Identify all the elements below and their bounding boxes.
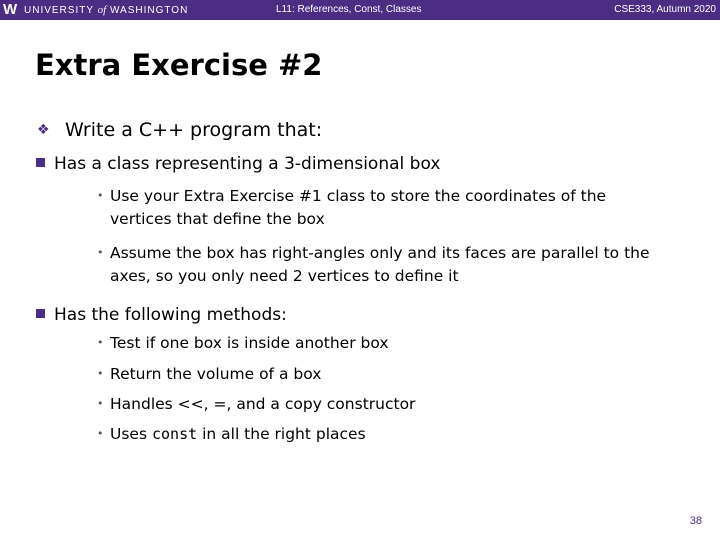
square-bullet-icon <box>36 158 45 167</box>
dot-bullet-icon: • <box>97 246 104 259</box>
course-name: CSE333, Autumn 2020 <box>614 4 716 15</box>
main-bullet-text: Write a C++ program that: <box>65 119 323 141</box>
list-item-line: axes, so you only need 2 vertices to define it <box>110 267 459 285</box>
dot-bullet-icon: • <box>97 427 104 440</box>
list-item-line: Handles <<, =, and a copy constructor <box>110 395 416 413</box>
lecture-title: L11: References, Const, Classes <box>276 4 422 15</box>
header-bar <box>0 0 720 20</box>
slide-title: Extra Exercise #2 <box>35 48 323 82</box>
dot-bullet-icon: • <box>97 336 104 349</box>
sub-bullet-text: Has a class representing a 3-dimensional box <box>54 154 441 174</box>
list-item-line: Assume the box has right-angles only and its faces are parallel to the <box>110 244 650 262</box>
dot-bullet-icon: • <box>97 397 104 410</box>
main-bullet-row <box>37 116 697 146</box>
const-code: const <box>151 425 198 443</box>
main-bullet <box>37 116 697 146</box>
list-item-text <box>110 332 389 355</box>
list-item-line: Return the volume of a box <box>110 365 322 383</box>
list-item-text <box>110 423 366 446</box>
places-text: in all the right places <box>202 425 366 443</box>
list-item-line: vertices that define the box <box>110 210 325 228</box>
uw-logo-icon: W <box>3 1 18 18</box>
dot-bullet-icon: • <box>97 367 104 380</box>
list-item-text <box>110 363 321 386</box>
wordmark-university: UNIVERSITY <box>24 5 94 16</box>
page-number: 38 <box>689 515 702 527</box>
square-bullet-icon <box>36 309 45 318</box>
list-item-line: Use your Extra Exercise #1 class to store the coordinates of the <box>110 187 607 205</box>
dot-bullet-icon: • <box>97 189 104 202</box>
list-item-text <box>110 393 415 416</box>
list-item-line <box>110 423 366 446</box>
list-item-text <box>110 242 650 288</box>
wordmark-washington: WASHINGTON <box>109 5 189 16</box>
diamond-bullet-icon: ❖ <box>37 122 50 138</box>
list-item-text <box>110 185 606 231</box>
wordmark-of: of <box>97 4 107 16</box>
list-item-line: Test if one box is inside another box <box>110 334 389 352</box>
uw-wordmark <box>24 4 188 17</box>
uses-text: Uses <box>110 425 148 443</box>
sub-bullet-text: Has the following methods: <box>54 305 287 325</box>
